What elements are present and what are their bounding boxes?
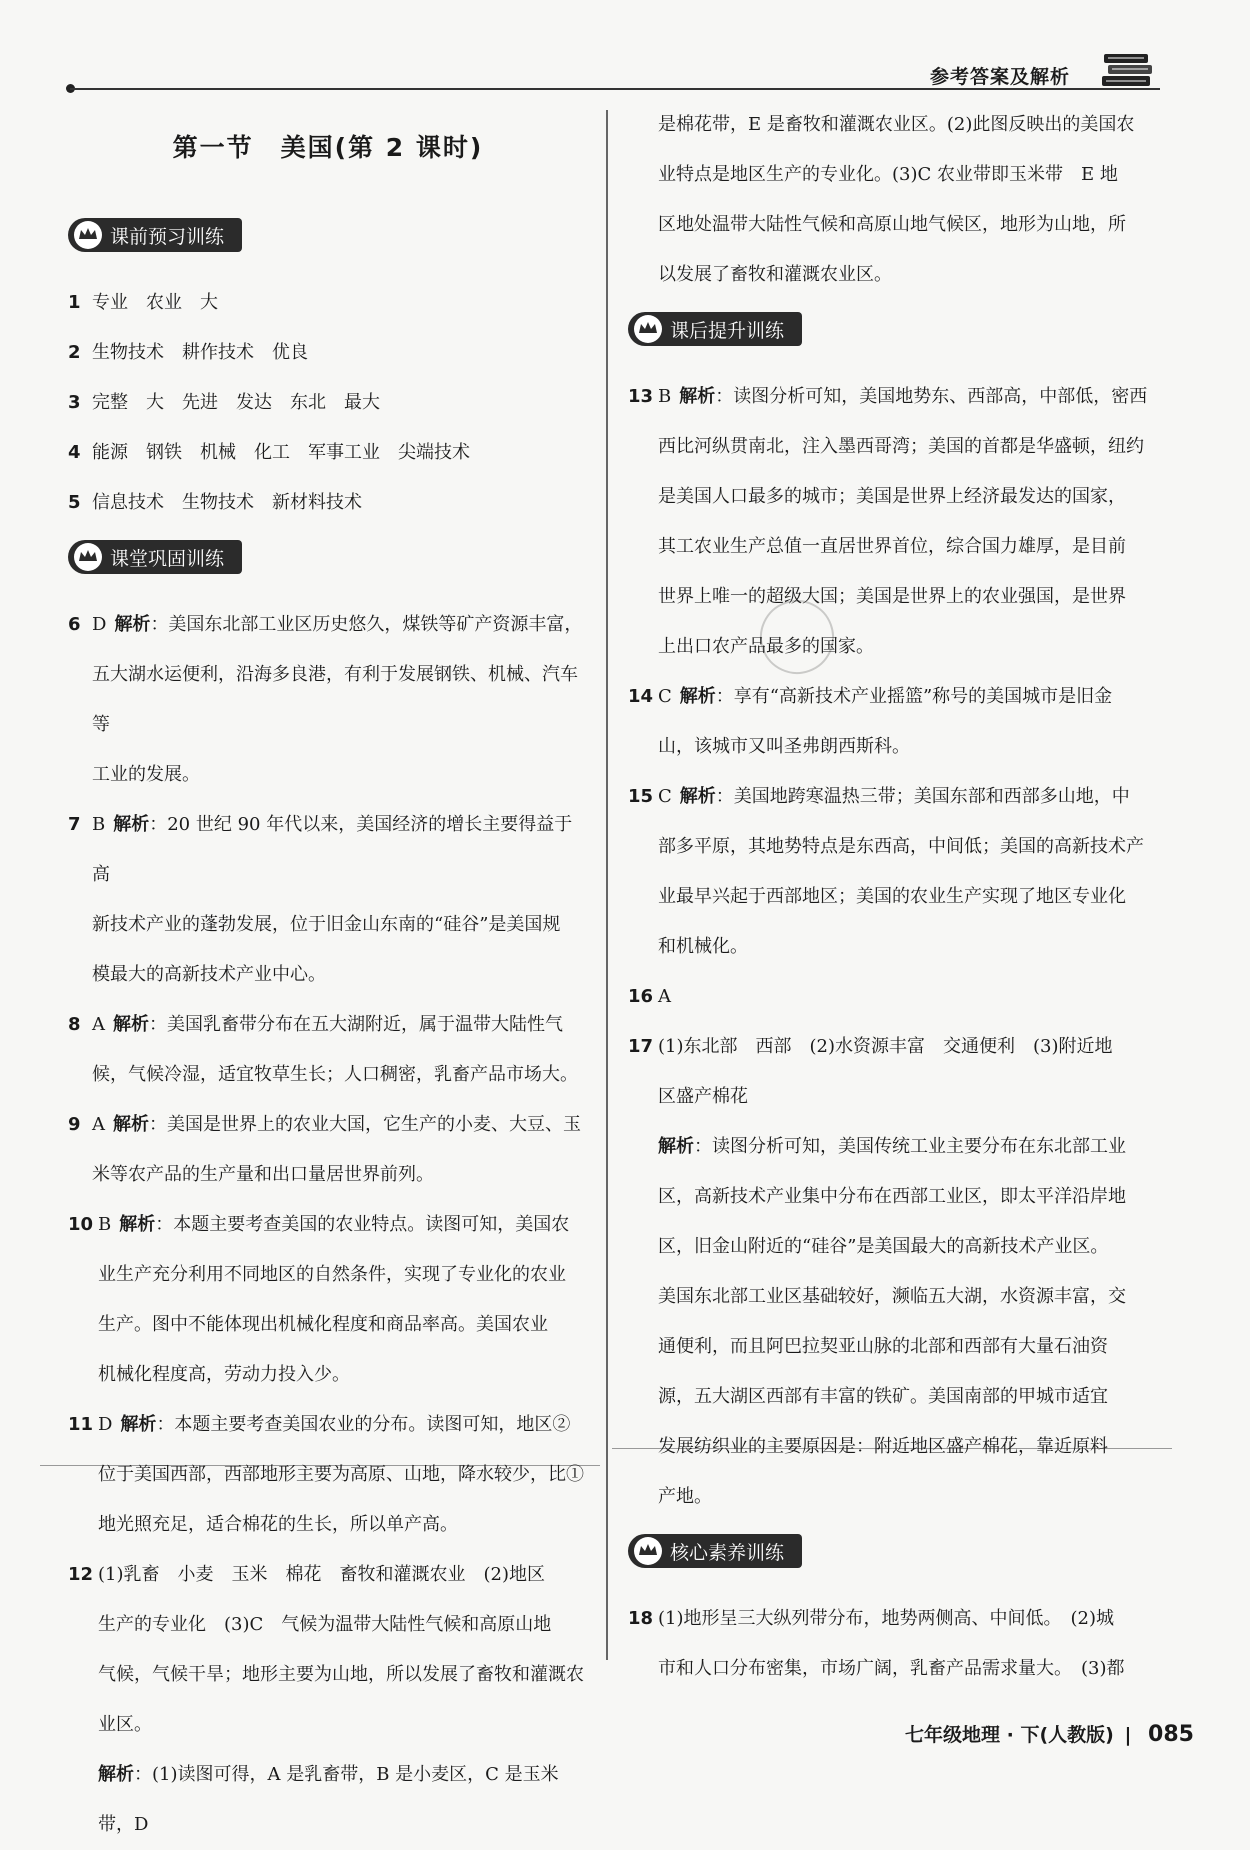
answer-item: 6 D 解析：美国东北部工业区历史悠久，煤铁等矿产资源丰富， xyxy=(68,614,583,635)
answer-item: 9 A 解析：美国是世界上的农业大国，它生产的小麦、大豆、玉 xyxy=(68,1114,581,1135)
answer-line: 市和人口分布密集，市场广阔，乳畜产品需求量大。 (3)都 xyxy=(658,1658,1125,1679)
answer-line: 产地。 xyxy=(658,1486,712,1507)
answer-item: 12 (1)乳畜 小麦 玉米 棉花 畜牧和灌溉农业 (2)地区 xyxy=(68,1564,545,1585)
answer-line: 源，五大湖区西部有丰富的铁矿。美国南部的甲城市适宜 xyxy=(658,1386,1108,1407)
answer-line: 业生产充分利用不同地区的自然条件，实现了专业化的农业 xyxy=(98,1264,566,1285)
answer-line: 是美国人口最多的城市；美国是世界上经济最发达的国家， xyxy=(658,486,1126,507)
answer-line: 业区。 xyxy=(98,1714,152,1735)
section-label: 核心素养训练 xyxy=(670,1541,785,1564)
section-label: 课后提升训练 xyxy=(670,319,785,342)
answer-line: 位于美国西部，西部地形主要为高原、山地，降水较少，比① xyxy=(98,1464,584,1485)
answer-line: 部多平原，其地势特点是东西高，中间低；美国的高新技术产 xyxy=(658,836,1144,857)
answer-line: 山，该城市又叫圣弗朗西斯科。 xyxy=(658,736,910,757)
section-badge-core xyxy=(628,1534,802,1568)
answer-line: 业特点是地区生产的专业化。(3)C 农业带即玉米带 E 地 xyxy=(658,164,1118,185)
answer-item: 4 能源 钢铁 机械 化工 军事工业 尖端技术 xyxy=(68,442,470,463)
books-icon xyxy=(1100,50,1156,92)
crown-icon xyxy=(74,543,102,571)
section-badge-after-class xyxy=(628,312,802,346)
page-footer: 七年级地理 · 下(人教版) | 085 xyxy=(905,1722,1194,1747)
answer-line: 解析：读图分析可知，美国传统工业主要分布在东北部工业 xyxy=(658,1136,1126,1157)
answer-line: 工业的发展。 xyxy=(92,764,200,785)
answer-item: 14 C 解析：享有“高新技术产业摇篮”称号的美国城市是旧金 xyxy=(628,686,1113,707)
answer-line: 米等农产品的生产量和出口量居世界前列。 xyxy=(92,1164,434,1185)
column-divider xyxy=(606,110,608,1660)
answer-line: 模最大的高新技术产业中心。 xyxy=(92,964,326,985)
answer-item: 10 B 解析：本题主要考查美国的农业特点。读图可知，美国农 xyxy=(68,1214,570,1235)
answer-line: 以发展了畜牧和灌溉农业区。 xyxy=(658,264,892,285)
answer-line: 新技术产业的蓬勃发展，位于旧金山东南的“硅谷”是美国规 xyxy=(92,914,561,935)
section-label: 课堂巩固训练 xyxy=(110,547,225,570)
answer-item: 3 完整 大 先进 发达 东北 最大 xyxy=(68,392,380,413)
page-number: 085 xyxy=(1148,1722,1194,1747)
answer-line: 气候，气候干旱；地形主要为山地，所以发展了畜牧和灌溉农 xyxy=(98,1664,584,1685)
left-column xyxy=(68,120,588,1850)
answer-item: 1 专业 农业 大 xyxy=(68,292,218,313)
answer-line: 西比河纵贯南北，注入墨西哥湾；美国的首都是华盛顿，纽约 xyxy=(658,436,1144,457)
answer-line: 区地处温带大陆性气候和高原山地气候区，地形为山地，所 xyxy=(658,214,1126,235)
answer-item: 18 (1)地形呈三大纵列带分布，地势两侧高、中间低。 (2)城 xyxy=(628,1608,1114,1629)
answer-line: 美国东北部工业区基础较好，濒临五大湖，水资源丰富，交 xyxy=(658,1286,1126,1307)
answer-line: 地光照充足，适合棉花的生长，所以单产高。 xyxy=(98,1514,458,1535)
answer-line: 上出口农产品最多的国家。 xyxy=(658,636,874,657)
answer-line: 生产。图中不能体现出机械化程度和商品率高。美国农业 xyxy=(98,1314,548,1335)
crown-icon xyxy=(634,315,662,343)
answer-item: 17 (1)东北部 西部 (2)水资源丰富 交通便利 (3)附近地 xyxy=(628,1036,1113,1057)
crown-icon xyxy=(74,221,102,249)
answer-item: 16 A xyxy=(628,986,671,1007)
section-badge-classroom xyxy=(68,540,242,574)
answer-line: 机械化程度高，劳动力投入少。 xyxy=(98,1364,350,1385)
answer-line: 通便利，而且阿巴拉契亚山脉的北部和西部有大量石油资 xyxy=(658,1336,1108,1357)
answer-item: 11 D 解析：本题主要考查美国农业的分布。读图可知，地区② xyxy=(68,1414,571,1435)
answer-item: 13 B 解析：读图分析可知，美国地势东、西部高，中部低，密西 xyxy=(628,386,1148,407)
answer-item: 8 A 解析：美国乳畜带分布在五大湖附近，属于温带大陆性气 xyxy=(68,1014,563,1035)
header-title: 参考答案及解析 xyxy=(930,66,1071,88)
answer-item: 7 B 解析：20 世纪 90 年代以来，美国经济的增长主要得益于高 xyxy=(68,814,573,885)
section-label: 课前预习训练 xyxy=(110,225,225,248)
page-title: 第一节 美国(第 2 课时) xyxy=(172,133,484,162)
answer-line: 发展纺织业的主要原因是：附近地区盛产棉花，靠近原料 xyxy=(658,1436,1108,1457)
section-badge-preview xyxy=(68,218,242,252)
book-name: 七年级地理 · 下(人教版) xyxy=(905,1724,1114,1746)
answer-line: 和机械化。 xyxy=(658,936,748,957)
answer-item: 2 生物技术 耕作技术 优良 xyxy=(68,342,308,363)
answer-line: 业最早兴起于西部地区；美国的农业生产实现了地区专业化 xyxy=(658,886,1126,907)
answer-item: 15 C 解析：美国地跨寒温热三带；美国东部和西部多山地，中 xyxy=(628,786,1130,807)
answer-line: 候，气候冷湿，适宜牧草生长；人口稠密，乳畜产品市场大。 xyxy=(92,1064,578,1085)
answer-line: 解析：(1)读图可得，A 是乳畜带，B 是小麦区，C 是玉米带，D xyxy=(98,1764,559,1835)
answer-line: 五大湖水运便利，沿海多良港，有利于发展钢铁、机械、汽车等 xyxy=(92,664,578,735)
answer-item: 5 信息技术 生物技术 新材料技术 xyxy=(68,492,362,513)
crown-icon xyxy=(634,1537,662,1565)
answer-line: 区，旧金山附近的“硅谷”是美国最大的高新技术产业区。 xyxy=(658,1236,1109,1257)
answer-line: 区盛产棉花 xyxy=(658,1086,748,1107)
answer-line: 是棉花带，E 是畜牧和灌溉农业区。(2)此图反映出的美国农 xyxy=(658,114,1135,135)
answer-line: 世界上唯一的超级大国；美国是世界上的农业强国，是世界 xyxy=(658,586,1126,607)
answer-line: 其工农业生产总值一直居世界首位，综合国力雄厚，是目前 xyxy=(658,536,1126,557)
answer-line: 生产的专业化 (3)C 气候为温带大陆性气候和高原山地 xyxy=(98,1614,552,1635)
answer-line: 区，高新技术产业集中分布在西部工业区，即太平洋沿岸地 xyxy=(658,1186,1126,1207)
right-column xyxy=(628,100,1150,1694)
